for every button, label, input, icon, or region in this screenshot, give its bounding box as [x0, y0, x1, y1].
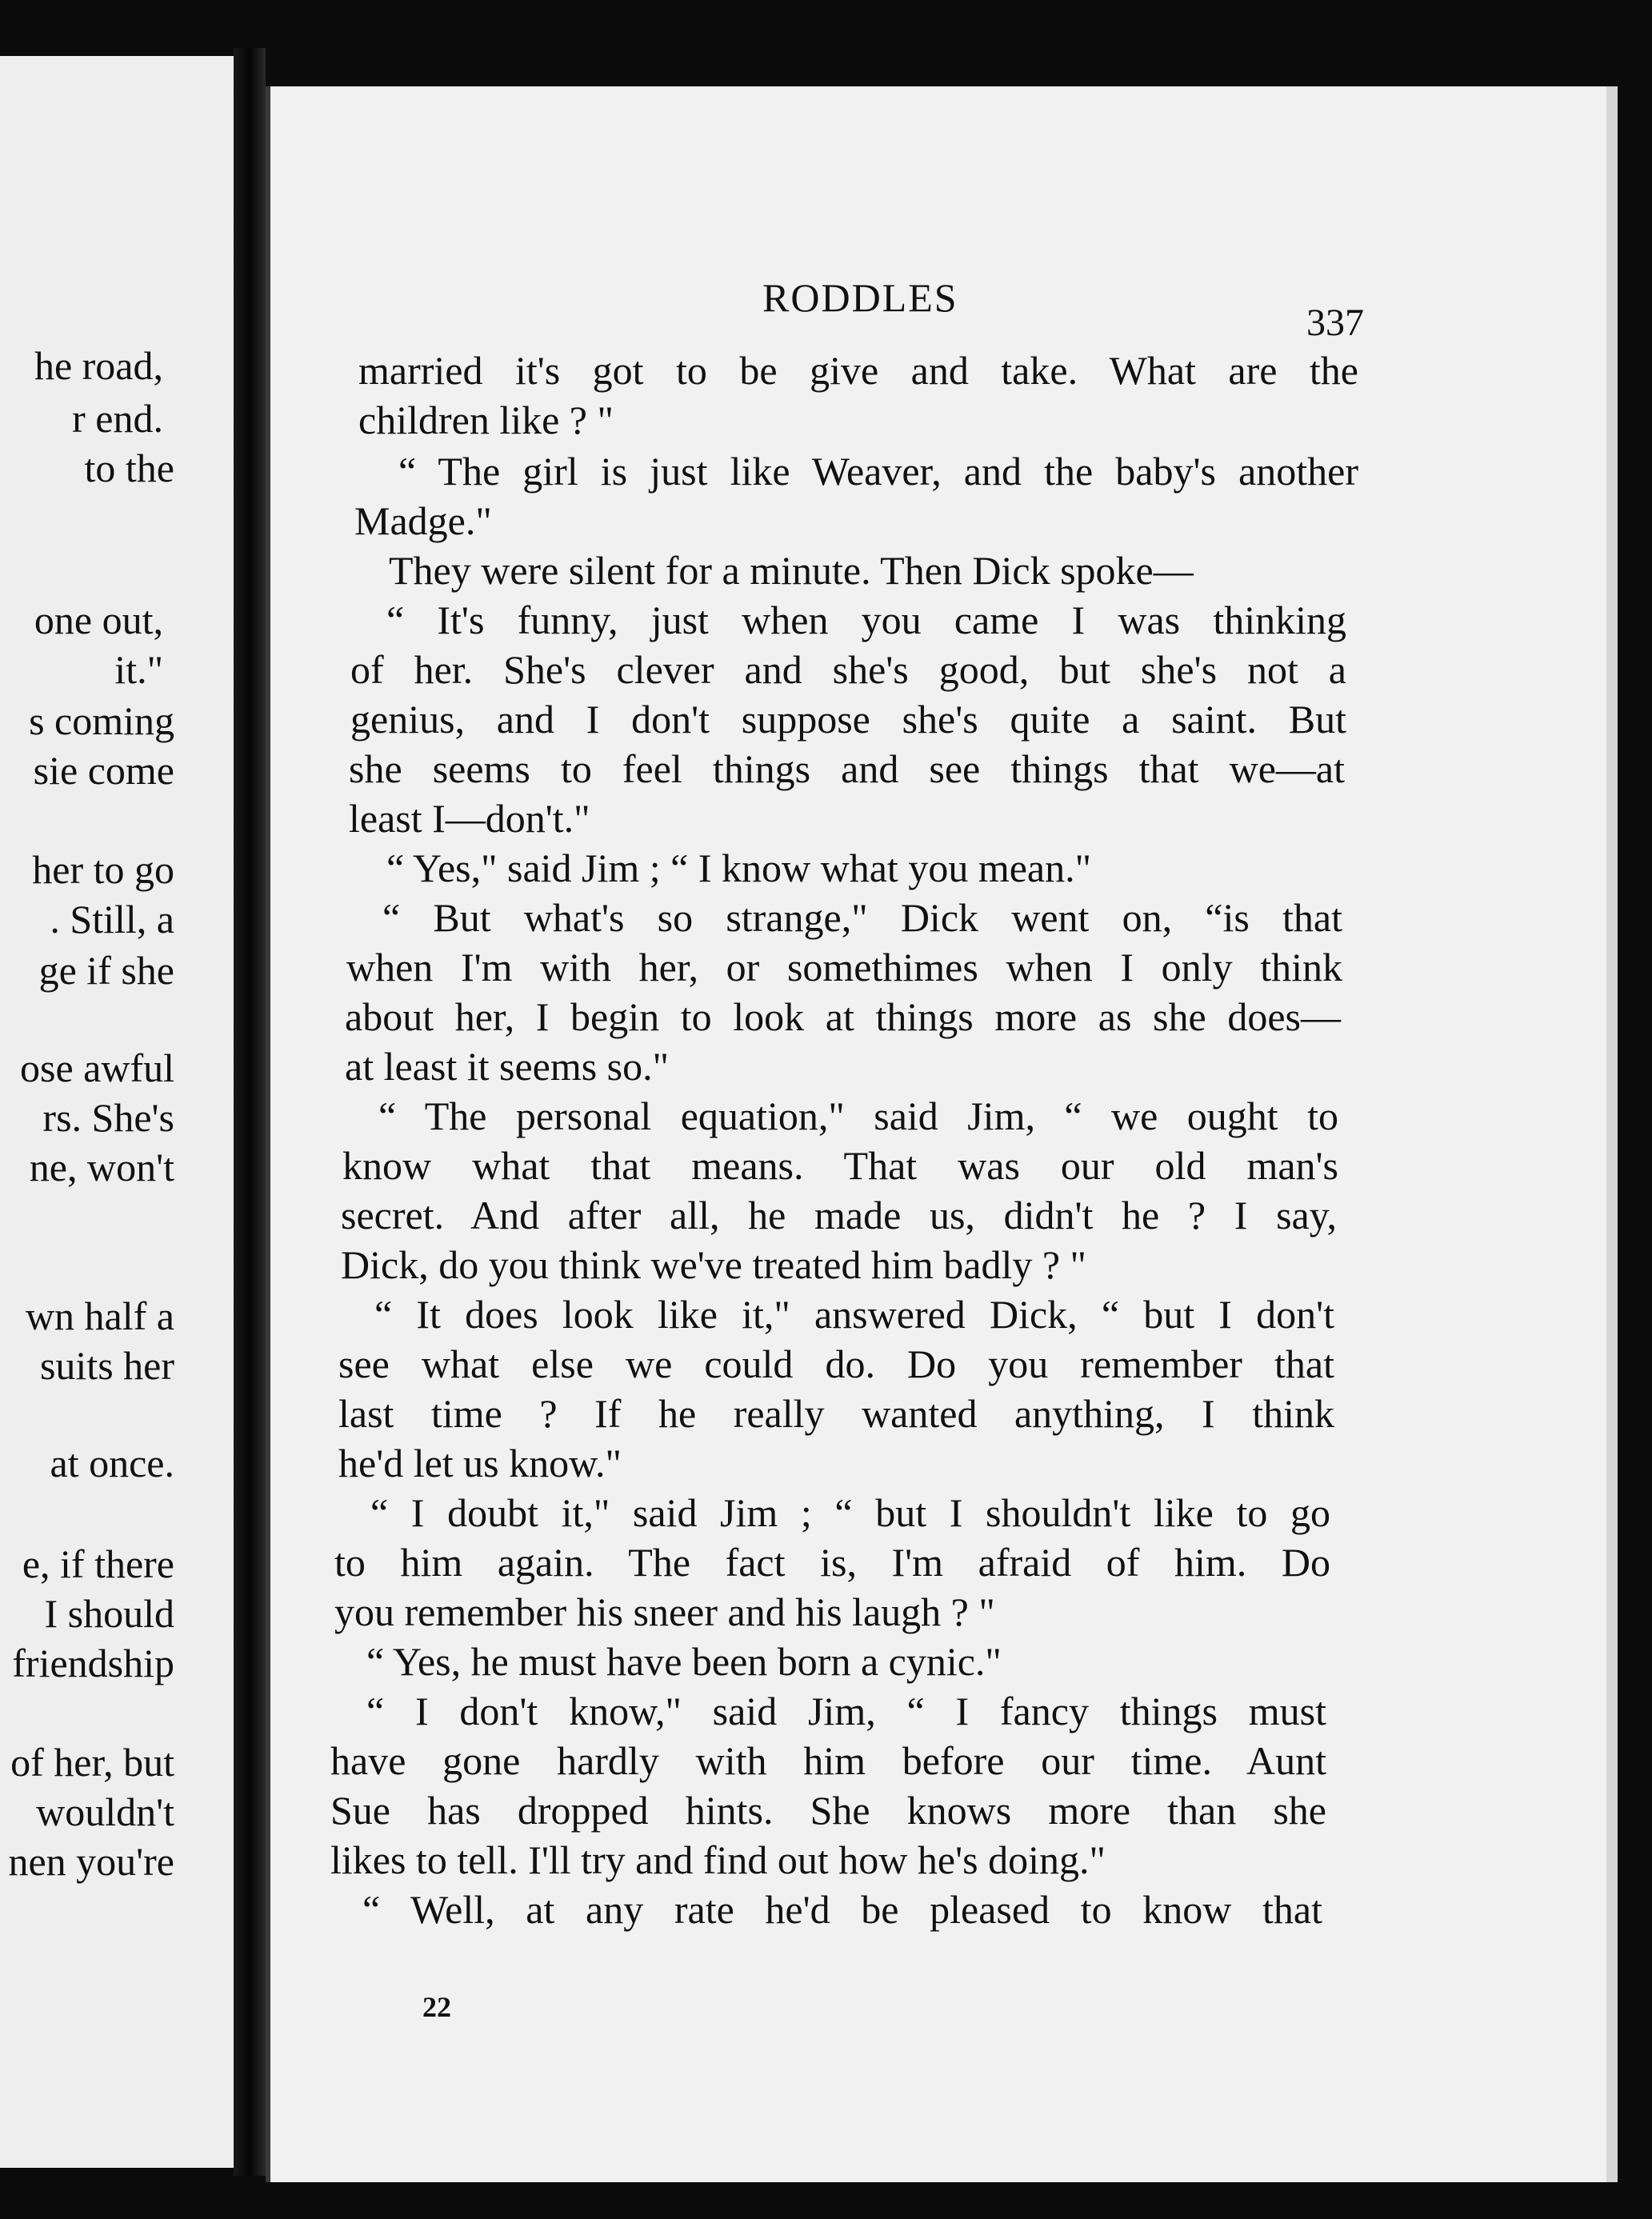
text-line: of her. She's clever and she's good, but she's not a: [350, 647, 1346, 692]
left-page-line: . Still, a: [50, 897, 174, 942]
text-line: “ But what's so strange," Dick went on, “is that: [382, 895, 1342, 940]
left-page-line: wouldn't: [36, 1789, 174, 1834]
text-line: “ It does look like it," answered Dick, “ but I don't: [374, 1292, 1334, 1337]
text-line: have gone hardly with him before our time. Aunt: [330, 1738, 1326, 1783]
text-line: she seems to feel things and see things that we—at: [349, 746, 1345, 791]
text-line: last time ? If he really wanted anything, I think: [338, 1391, 1334, 1436]
left-page-line: sie come: [33, 748, 174, 793]
left-page-line: of her, but: [10, 1740, 174, 1785]
book-gutter: [234, 48, 266, 2176]
text-line: “ I don't know," said Jim, “ I fancy things must: [366, 1689, 1326, 1733]
text-line: secret. And after all, he made us, didn't he ? I say,: [341, 1193, 1337, 1237]
text-line: “ Yes," said Jim ; “ I know what you mean.": [386, 846, 1092, 890]
text-line: married it's got to be give and take. What are the: [358, 348, 1358, 393]
text-line: “ The girl is just like Weaver, and the baby's another: [398, 449, 1358, 494]
text-line: “ Well, at any rate he'd be pleased to know that: [362, 1887, 1322, 1932]
running-head: RODDLES: [762, 275, 958, 320]
text-line: you remember his sneer and his laugh ? ": [334, 1589, 995, 1634]
text-line: Sue has dropped hints. She knows more than she: [330, 1788, 1326, 1833]
page-number: 337: [1306, 302, 1364, 344]
right-page: [266, 86, 1618, 2182]
left-page-line: e, if there: [22, 1541, 174, 1586]
text-line: “ The personal equation," said Jim, “ we ought to: [378, 1094, 1338, 1138]
left-page-line: wn half a: [25, 1293, 174, 1338]
text-line: Madge.": [354, 498, 492, 543]
text-line: “ It's funny, just when you came I was thinking: [386, 598, 1346, 642]
left-facing-page: [0, 56, 238, 2168]
left-page-line: nen you're: [8, 1839, 174, 1884]
left-page-line: at once.: [50, 1441, 174, 1485]
left-page-line: ose awful: [20, 1046, 174, 1090]
left-page-line: it.": [114, 647, 163, 692]
text-line: “ I doubt it," said Jim ; “ but I shouldn't like to go: [370, 1490, 1330, 1535]
text-line: see what else we could do. Do you remember that: [338, 1341, 1334, 1386]
left-page-line: s coming: [29, 698, 174, 743]
left-page-line: rs. She's: [42, 1095, 174, 1140]
text-line: know what that means. That was our old man's: [342, 1143, 1338, 1188]
left-page-line: suits her: [39, 1343, 174, 1388]
text-line: likes to tell. I'll try and find out how he's doing.": [330, 1837, 1106, 1882]
signature-mark: 22: [422, 1991, 451, 2023]
text-line: “ Yes, he must have been born a cynic.": [366, 1639, 1002, 1684]
text-line: at least it seems so.": [345, 1044, 670, 1089]
left-page-line: ne, won't: [29, 1145, 174, 1189]
page-edge: [1606, 86, 1618, 2182]
text-line: Dick, do you think we've treated him badly ? ": [341, 1242, 1086, 1287]
left-page-line: her to go: [32, 847, 174, 892]
left-page-line: he road,: [34, 343, 163, 388]
text-line: least I—don't.": [349, 796, 590, 841]
text-line: genius, and I don't suppose she's quite a saint. But: [350, 697, 1346, 742]
text-line: They were silent for a minute. Then Dick spoke—: [389, 548, 1194, 593]
left-page-line: friendship: [12, 1641, 174, 1685]
text-line: when I'm with her, or somethimes when I only think: [346, 945, 1342, 990]
left-page-line: ge if she: [38, 948, 174, 993]
left-page-line: r end.: [72, 396, 163, 441]
left-page-line: one out,: [34, 598, 163, 642]
text-line: about her, I begin to look at things more as she does—: [345, 994, 1341, 1039]
text-line: to him again. The fact is, I'm afraid of him. Do: [334, 1540, 1330, 1585]
text-line: he'd let us know.": [338, 1441, 622, 1485]
left-page-line: to the: [84, 446, 174, 490]
text-line: children like ? ": [358, 398, 614, 442]
left-page-line: I should: [44, 1591, 174, 1636]
